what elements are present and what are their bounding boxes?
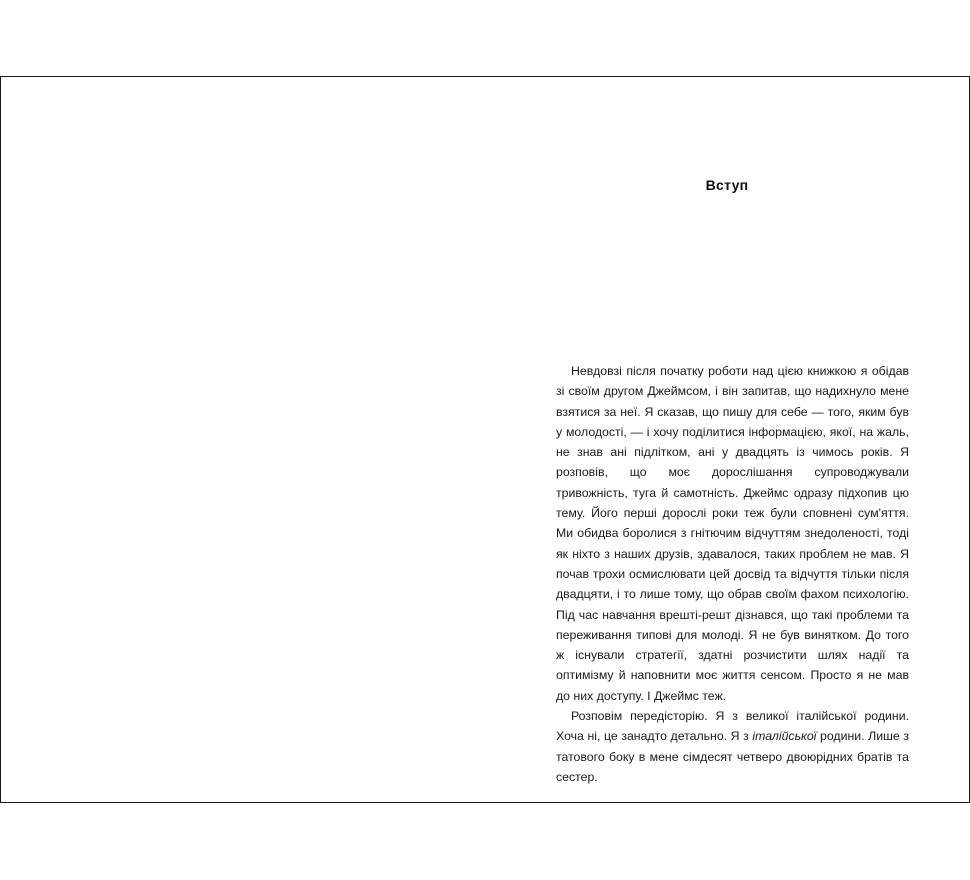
chapter-title: Вступ — [705, 177, 749, 193]
paragraph-1-text: Невдовзі після початку роботи над цією книжкою я обідав зі своїм другом Джеймсом, і він запитав, що надихнуло мене взятися за неї. Я сказав, що пишу для себе — того, яким був у молодості, — і хочу поділитися інформацією, якої, на жаль, не знав ані підлітком, ані у двадцять із чимось років. Я розповів, що моє дорослішання супроводжували тривожність, туга й самотність. Джеймс одразу підхопив цю тему. Його перші дорослі роки теж були сповнені сум'яття. Ми обидва боролися з гнітючим відчуттям знедоленості, тоді як ніхто з наших друзів, здавалося, таких проблем не мав. Я почав трохи осмислювати цей досвід та відчуття тільки після двадцяти, і то лише тому, що обрав своїм фахом психологію. Під час навчання врешті-решт дізнався, що такі проблеми та переживання типові для молоді. Я не був винятком. До того ж існували стратегії, здатні розчистити шлях надії та оптимізму й наповнити моє життя сенсом. Просто я не мав до них доступу. І Джеймс теж. — [556, 364, 909, 703]
paragraph-1 — [556, 361, 909, 706]
body-text — [556, 361, 909, 787]
paragraph-2-text-end: родини. Лише з татового боку в мене сімдесят четверо двоюрідних братів та сестер. — [556, 729, 909, 784]
paragraph-2-italic-word: італійської — [752, 729, 817, 744]
paragraph-2 — [556, 706, 909, 787]
left-page — [1, 77, 485, 802]
paragraph-2-text-start: Розповім передісторію. Я з великої італійської родини. Хоча ні, це занадто детально. Я з — [556, 709, 909, 744]
book-spread — [0, 76, 970, 803]
right-page — [485, 77, 969, 802]
